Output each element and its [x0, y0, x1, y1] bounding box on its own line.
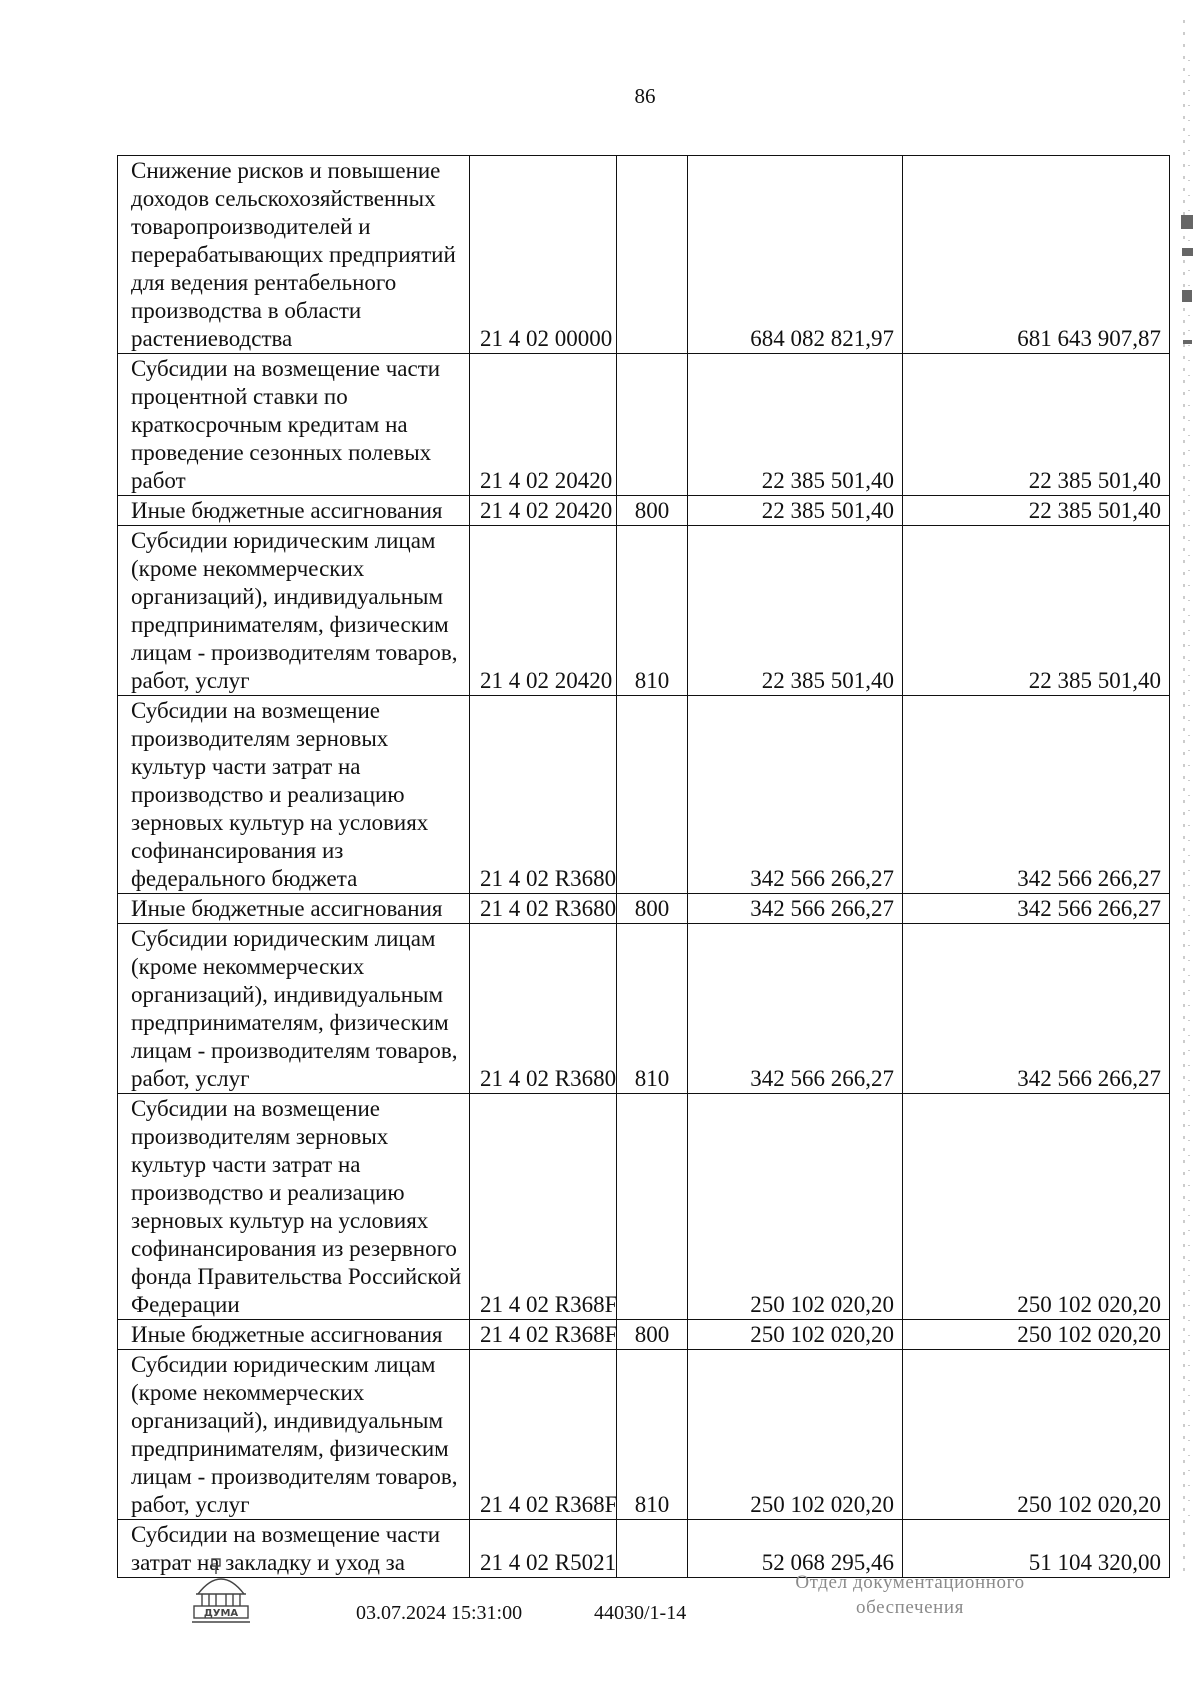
row-sum-2: 22 385 501,40	[903, 354, 1170, 496]
row-sum-2: 250 102 020,20	[903, 1094, 1170, 1320]
row-type: 810	[617, 1350, 688, 1520]
row-sum-2: 51 104 320,00	[903, 1520, 1170, 1578]
row-code: 21 4 02 R5021	[470, 1520, 617, 1578]
row-type	[617, 1520, 688, 1578]
row-name: Субсидии юридическим лицам (кроме некоммерческих организаций), индивидуальным предпринимателям, физическим лицам - производителям товаров, работ, услуг	[118, 924, 470, 1094]
row-name: Субсидии на возмещение части затрат на закладку и уход за	[118, 1520, 470, 1578]
registration-number: 44030/1-14	[594, 1602, 687, 1624]
table-row	[118, 696, 1170, 894]
row-sum-2: 250 102 020,20	[903, 1320, 1170, 1350]
table-row	[118, 156, 1170, 354]
row-type: 810	[617, 924, 688, 1094]
row-sum-1: 22 385 501,40	[688, 526, 903, 696]
row-sum-1: 684 082 821,97	[688, 156, 903, 354]
row-sum-2: 22 385 501,40	[903, 526, 1170, 696]
row-sum-1: 342 566 266,27	[688, 894, 903, 924]
row-sum-2: 22 385 501,40	[903, 496, 1170, 526]
row-sum-2: 342 566 266,27	[903, 924, 1170, 1094]
table-row	[118, 526, 1170, 696]
row-code: 21 4 02 20420	[470, 496, 617, 526]
row-name: Субсидии на возмещение части процентной ставки по краткосрочным кредитам на проведение сезонных полевых работ	[118, 354, 470, 496]
page-number: 86	[634, 84, 656, 108]
row-type	[617, 696, 688, 894]
row-sum-1: 342 566 266,27	[688, 696, 903, 894]
row-type: 800	[617, 894, 688, 924]
row-type: 800	[617, 496, 688, 526]
row-sum-1: 22 385 501,40	[688, 496, 903, 526]
row-type: 810	[617, 526, 688, 696]
budget-table	[117, 155, 1170, 1578]
row-name: Иные бюджетные ассигнования	[118, 894, 470, 924]
row-code: 21 4 02 R3680	[470, 924, 617, 1094]
row-name: Субсидии юридическим лицам (кроме некоммерческих организаций), индивидуальным предпринимателям, физическим лицам - производителям товаров, работ, услуг	[118, 1350, 470, 1520]
row-name: Субсидии на возмещение производителям зерновых культур части затрат на производство и реализацию зерновых культур на условиях софинансирования из резервного фонда Правительства Российской Федерации	[118, 1094, 470, 1320]
row-code: 21 4 02 R3680	[470, 894, 617, 924]
row-sum-2: 342 566 266,27	[903, 894, 1170, 924]
department-stamp	[760, 1570, 1060, 1620]
table-row	[118, 1520, 1170, 1578]
table-row	[118, 1350, 1170, 1520]
row-sum-1: 250 102 020,20	[688, 1350, 903, 1520]
row-code: 21 4 02 R368F	[470, 1320, 617, 1350]
row-name: Субсидии на возмещение производителям зерновых культур части затрат на производство и реализацию зерновых культур на условиях софинансирования из федерального бюджета	[118, 696, 470, 894]
row-name: Иные бюджетные ассигнования	[118, 1320, 470, 1350]
stamp-line-2: обеспечения	[855, 1597, 965, 1618]
row-type	[617, 354, 688, 496]
table-row	[118, 354, 1170, 496]
row-code: 21 4 02 R368F	[470, 1350, 617, 1520]
row-sum-1: 250 102 020,20	[688, 1094, 903, 1320]
row-code: 21 4 02 00000	[470, 156, 617, 354]
logo-text: ДУМА	[203, 1608, 239, 1619]
row-type: 800	[617, 1320, 688, 1350]
stamp-line-1: Отдел документационного	[795, 1572, 1025, 1593]
row-sum-1: 342 566 266,27	[688, 924, 903, 1094]
row-code: 21 4 02 R368F	[470, 1094, 617, 1320]
row-sum-2: 250 102 020,20	[903, 1350, 1170, 1520]
row-code: 21 4 02 R3680	[470, 696, 617, 894]
row-sum-2: 681 643 907,87	[903, 156, 1170, 354]
scan-edge-artifact	[1180, 20, 1194, 1580]
table-row	[118, 894, 1170, 924]
row-sum-1: 52 068 295,46	[688, 1520, 903, 1578]
row-sum-1: 250 102 020,20	[688, 1320, 903, 1350]
row-code: 21 4 02 20420	[470, 354, 617, 496]
row-name: Снижение рисков и повышение доходов сельскохозяйственных товаропроизводителей и перерабатывающих предприятий для ведения рентабельного производства в области растениеводства	[118, 156, 470, 354]
registration-datetime: 03.07.2024 15:31:00	[356, 1602, 523, 1624]
duma-logo-icon	[190, 1556, 252, 1626]
row-sum-1: 22 385 501,40	[688, 354, 903, 496]
table-row	[118, 1320, 1170, 1350]
row-name: Субсидии юридическим лицам (кроме некоммерческих организаций), индивидуальным предпринимателям, физическим лицам - производителям товаров, работ, услуг	[118, 526, 470, 696]
row-type	[617, 1094, 688, 1320]
row-type	[617, 156, 688, 354]
table-row	[118, 496, 1170, 526]
row-code: 21 4 02 20420	[470, 526, 617, 696]
table-row	[118, 1094, 1170, 1320]
row-name: Иные бюджетные ассигнования	[118, 496, 470, 526]
row-sum-2: 342 566 266,27	[903, 696, 1170, 894]
table-row	[118, 924, 1170, 1094]
